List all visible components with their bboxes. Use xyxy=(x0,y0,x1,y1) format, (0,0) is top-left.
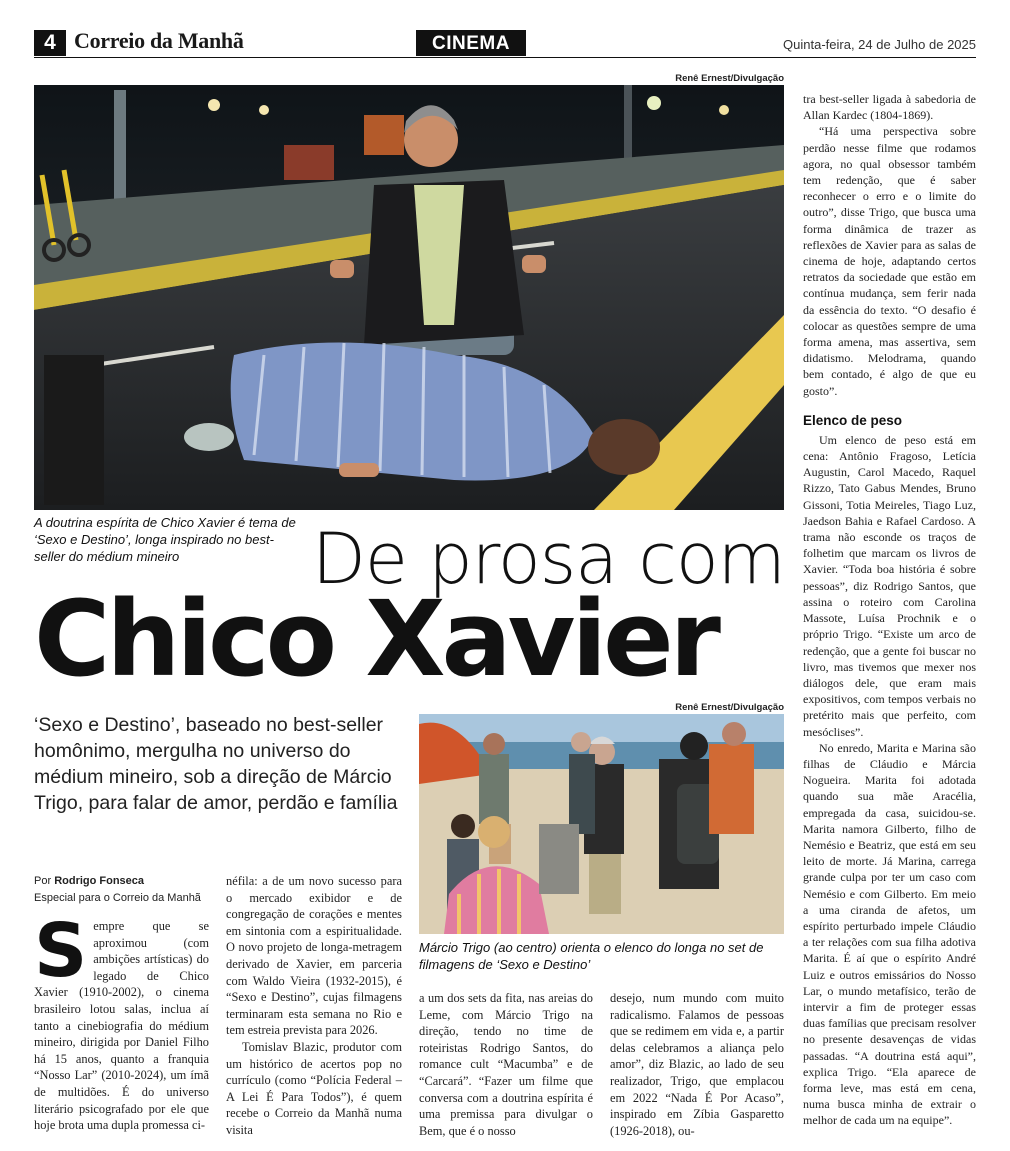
byline xyxy=(34,873,201,907)
main-photo xyxy=(34,85,784,510)
headline-kicker: De prosa com xyxy=(312,518,785,600)
page-number: 4 xyxy=(34,30,66,56)
street-scene-illustration xyxy=(34,85,784,510)
set-photo xyxy=(419,714,784,934)
photo-caption: Márcio Trigo (ao centro) orienta o elenco do longa no set de filmagens de ‘Sexo e Destino’ xyxy=(419,940,764,972)
paragraph: Um elenco de peso está em cena: Antônio Fragoso, Letícia Augustin, Carol Macedo, Raquel Rizzo, Tato Gabus Mendes, Bruno Gissoni, Totia Meireles, Tiago Luz, Jaedson Bahia e Rafael Cardoso. A trama não esconde os traços de folhetim que marcam os livros de Xavier. “Toda boa história é sobre pessoas”, diz Rodrigo Santos, que assina o roteiro com Carolina Massote, Luísa Prochnik e o próprio Trigo. “Existe um arco de redenção, que a gente foi buscar no livro, mas tivemos que mexer nos diálogos dele, que eram mais expositivos, com tempos verbais no pretérito mais que perfeito, com mesóclises”. xyxy=(803,432,976,739)
paragraph: Tomislav Blazic, produtor com um histórico de acertos pop no currículo (como “Polícia Federal – A Lei É Para Todos”), é quem recebe o Correio da Manhã numa visita xyxy=(226,1039,402,1137)
paragraph: desejo, num mundo com muito radicalismo. Falamos de pessoas que se redimem em vida e, a partir delas celebramos a aliança pelo amor”, diz Blazic, ao lado de seu realizador, Trigo, que emplacou em 2022 “Nada É Por Acaso”, inspirado em Zíbia Gasparetto (1926-2018), ou- xyxy=(610,991,784,1138)
paragraph: “Há uma perspectiva sobre perdão nesse filme que rodamos agora, no qual obsessor também tem redenção, que é saber reconhecer o erro e o limite do outro”, disse Trigo, que busca uma forma dinâmica de trazer as reflexões de Xavier para as salas de cinema de hoje, adaptando certos retratos da sociedade que estão em contínua mudança, sem ferir nada da essência do texto. “O desafio é colocar as questões sempre de uma forma amena, mas assertiva, sem didatismo. Melodrama, quando bem contado, é algo de que eu gosto”. xyxy=(803,124,976,398)
headline: Chico Xavier xyxy=(34,578,717,700)
article-column-2 xyxy=(226,873,402,1139)
standfirst: ‘Sexo e Destino’, baseado no best-seller homônimo, mergulha no universo do médium mineiro, sob a direção de Márcio Trigo, para falar de amor, perdão e família xyxy=(34,714,398,814)
author-name: Rodrigo Fonseca xyxy=(54,875,145,887)
article-column-5 xyxy=(803,91,976,1129)
paragraph: empre que se aproximou (com ambições artísticas) do legado de Chico Xavier (1910-2002), o cinema brasileiro lotou salas, inclua aí tanto a cinebiografia do médium mineiro, dirigida por Daniel Filho há 15 anos, quanto a franquia “Nosso Lar” (2010-2024), um ímã de multidões. É do universo literário psicografado por ele que hoje brota uma dupla promessa ci- xyxy=(34,919,209,1133)
photo-caption: A doutrina espírita de Chico Xavier é tema de ‘Sexo e Destino’, longa inspirado no best-seller do médium mineiro xyxy=(34,515,296,564)
beach-set-illustration xyxy=(419,714,784,934)
paragraph: a um dos sets da fita, nas areias do Leme, com Márcio Trigo na direção, tendo no time de roteiristas Rodrigo Santos, do romance cult “Macumba” e de “Carcará”. “Fazer um filme que conversa com a doutrina espírita é uma premissa para divulgar o Bem, que é o nosso xyxy=(419,991,593,1138)
header-rule xyxy=(34,57,976,58)
drop-cap: S xyxy=(34,908,88,994)
subheading: Elenco de peso xyxy=(803,412,903,428)
paragraph: néfila: a de um novo sucesso para o mercado exibidor e de congregação de corações e mentes em sintonia com a espiritualidade. O novo projeto de longa-metragem derivado de Xavier, em parceria com Waldo Vieira (1932-2015), é “Sexo e Destino”, cujas filmagens terminaram esta semana no Rio e tem estreia prevista para 2026. xyxy=(226,874,402,1038)
paragraph: tra best-seller ligada à sabedoria de Allan Kardec (1804-1869). xyxy=(803,92,976,123)
article-column-4 xyxy=(610,990,784,1139)
photo-credit: Renê Ernest/Divulgação xyxy=(675,702,784,713)
article-column-1 xyxy=(34,908,209,1134)
byline-prefix: Por xyxy=(34,875,52,887)
author-role: Especial para o Correio da Manhã xyxy=(34,892,201,904)
paragraph: No enredo, Marita e Marina são filhas de Cláudio e Márcia Nogueira. Marita foi adotada quando sua mãe Aracélia, empregada da casa, suicidou-se. Marita namora Gilberto, filho de Nemésio e Beatriz, que está em seu leito de morte. Já Marina, carrega grande culpa por ter um caso com Nemésio e com Gilberto. Em meio a uma ciranda de afetos, um espírito perturbado impele Cláudio a ter relações com sua filha adotiva Marita. É aí que o espírito André Luiz e outros emissários do Nosso Lar, o mundo metafísico, terão de intervir a fim de proteger essas duas famílias que precisam resolver no presente desavenças de vidas passadas. “A doutrina está aqui”, explica Trigo. “Ela aparece de forma leve, mas está em cena, numa busca minha de extrair o melhor de cada um na equipe”. xyxy=(803,740,976,1128)
section-tag: CINEMA xyxy=(416,30,526,56)
article-column-3 xyxy=(419,990,593,1139)
issue-date: Quinta-feira, 24 de Julho de 2025 xyxy=(783,37,976,52)
photo-credit: Renê Ernest/Divulgação xyxy=(675,73,784,84)
newspaper-name: Correio da Manhã xyxy=(74,28,244,53)
